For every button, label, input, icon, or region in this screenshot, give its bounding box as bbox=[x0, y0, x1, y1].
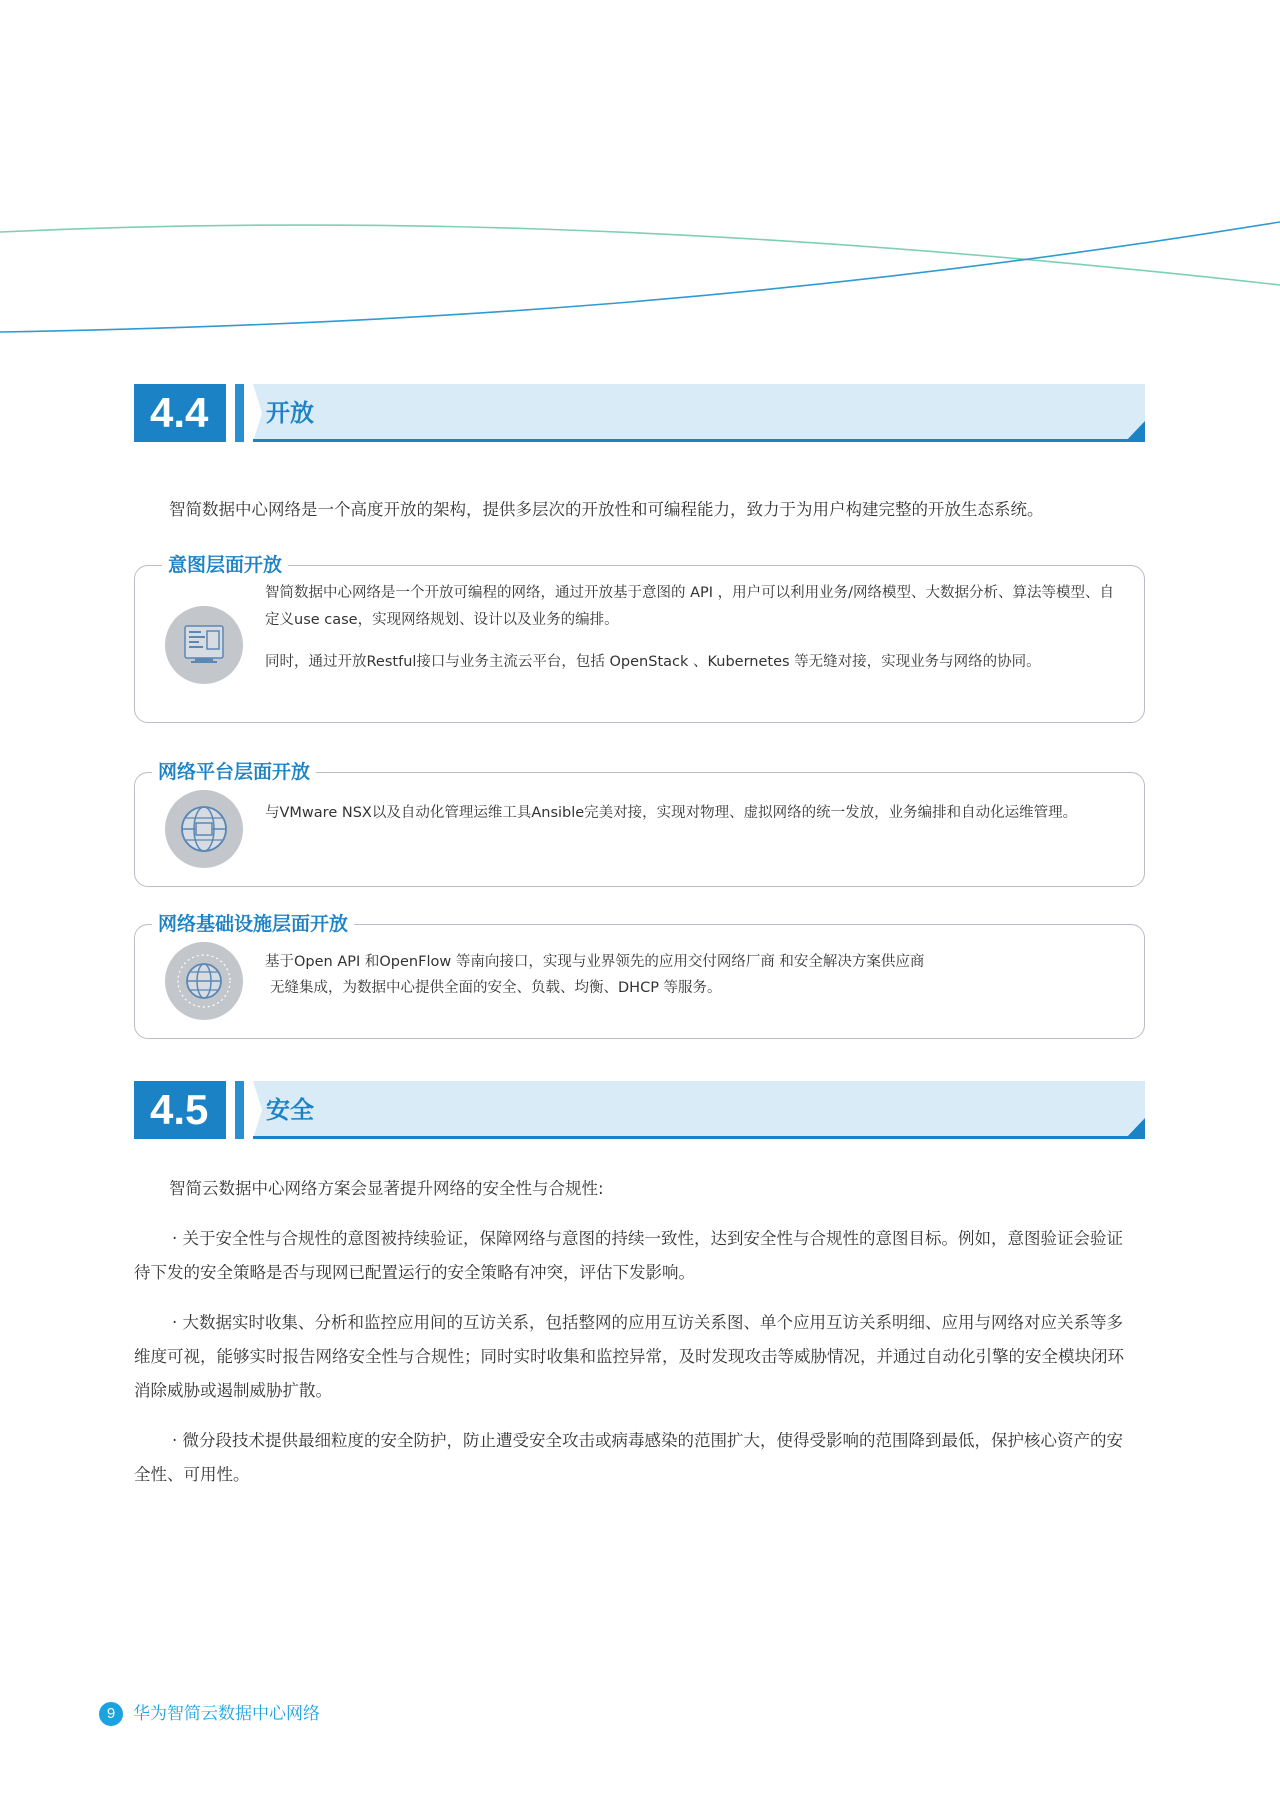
section-number: 4.4 bbox=[150, 389, 209, 436]
section-header-4-4 bbox=[134, 384, 1145, 442]
box-paragraph: 无缝集成，为数据中心提供全面的安全、负载、均衡、DHCP 等服务。 bbox=[270, 980, 722, 996]
box-paragraph: 基于Open API 和OpenFlow 等南向接口，实现与业界领先的应用交付网络厂商 和安全解决方案供应商 bbox=[265, 954, 925, 970]
page-number: 9 bbox=[99, 1702, 123, 1726]
wave-line-blue bbox=[0, 222, 1280, 332]
section-header-4-5 bbox=[134, 1081, 1145, 1139]
box-title: 意图层面开放 bbox=[162, 551, 288, 579]
section-title: 安全 bbox=[266, 1096, 314, 1124]
box-paragraph: 与VMware NSX以及自动化管理运维工具Ansible完美对接，实现对物理、虚拟网络的统一发放，业务编排和自动化运维管理。 bbox=[265, 805, 1078, 821]
section-number: 4.5 bbox=[150, 1086, 209, 1133]
section-intro: 智简数据中心网络是一个高度开放的架构，提供多层次的开放性和可编程能力，致力于为用户构建完整的开放生态系统。 bbox=[169, 500, 1044, 519]
footer-title: 华为智简云数据中心网络 bbox=[133, 1704, 320, 1724]
box-paragraph: 智简数据中心网络是一个开放可编程的网络，通过开放基于意图的 API ，用户可以利用业务/网络模型、大数据分析、算法等模型、自定义use case，实现网络规划、设计以及业务的编排。 bbox=[265, 585, 1115, 628]
network-infrastructure-open-box bbox=[134, 913, 1145, 1039]
security-point-1: · 关于安全性与合规性的意图被持续验证，保障网络与意图的持续一致性，达到安全性与合规性的意图目标。例如，意图验证会验证待下发的安全策略是否与现网已配置运行的安全策略有冲突，评估下发影响。 bbox=[134, 1229, 1123, 1282]
security-point-2: · 大数据实时收集、分析和监控应用间的互访关系，包括整网的应用互访关系图、单个应用互访关系明细、应用与网络对应关系等多维度可视，能够实时报告网络安全性与合规性；同时实时收集和监控异常，及时发现攻击等威胁情况，并通过自动化引擎的安全模块闭环消除威胁或遏制威胁扩散。 bbox=[134, 1313, 1124, 1400]
section-title: 开放 bbox=[266, 399, 314, 427]
decorative-waves bbox=[0, 200, 1280, 350]
wave-line-green bbox=[0, 225, 1280, 285]
network-globe-icon bbox=[165, 790, 243, 868]
section-intro: 智简云数据中心网络方案会显著提升网络的安全性与合规性: bbox=[169, 1179, 604, 1198]
security-point-3: · 微分段技术提供最细粒度的安全防护，防止遭受安全攻击或病毒感染的范围扩大，使得受影响的范围降到最低，保护核心资产的安全性、可用性。 bbox=[134, 1431, 1123, 1484]
box-title: 网络平台层面开放 bbox=[152, 758, 316, 786]
globe-icon bbox=[165, 942, 243, 1020]
network-platform-open-box bbox=[134, 761, 1145, 887]
box-paragraph: 同时，通过开放Restful接口与业务主流云平台，包括 OpenStack 、Kubernetes 等无缝对接，实现业务与网络的协同。 bbox=[265, 654, 1041, 670]
box-title: 网络基础设施层面开放 bbox=[152, 910, 354, 938]
intent-layer-open-box bbox=[134, 554, 1145, 723]
code-screen-icon bbox=[165, 606, 243, 684]
